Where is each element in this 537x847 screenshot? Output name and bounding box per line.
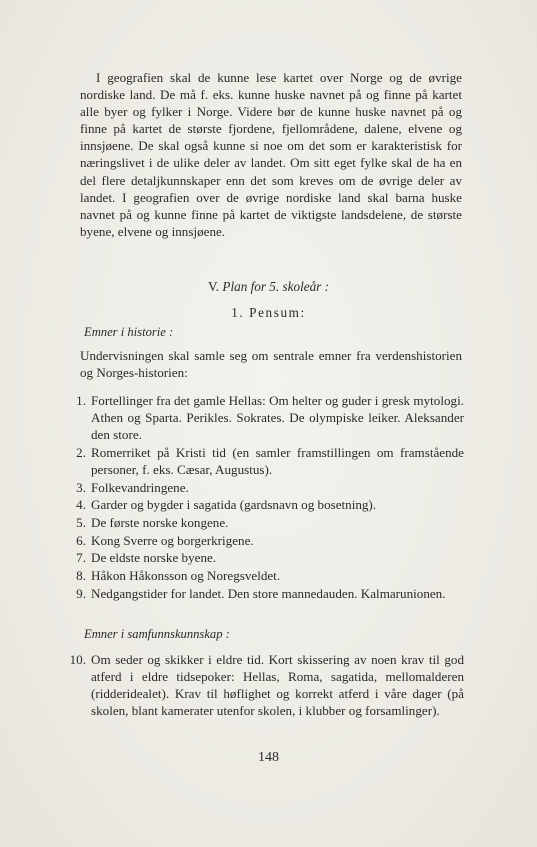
- list-item: [60, 532, 464, 549]
- item-text: Kong Sverre og borgerkrigene.: [91, 532, 254, 548]
- item-number: 2.: [76, 444, 86, 460]
- intro-paragraph: I geografien skal de kunne lese kartet over Norge og de øvrige nordiske land. De må f. eks. kunne huske navnet på og finne på kartet alle byer og fylker i Norge. Videre bør de kunne huske navnet på og finne på kartet de største fjordene, fjellområdene, dalene, elvene og innsjøene. De skal også kunne si noe om det som er karakteristisk for næringslivet i de ulike deler av landet. Om sitt eget fylke skal de ha en del flere detaljkunnskaper enn det som kreves om de øvrige deler av landet. I geografien over de øvrige nordiske land skal barna huske navnet på og kunne finne på kartet de viktigste landsdelene, de største byene, elvene og innsjøene.: [80, 70, 462, 239]
- item-text: De eldste norske byene.: [91, 550, 217, 566]
- item-text: Fortellinger fra det gamle Hellas: Om helter og guder i gresk mytologi. Athen og Sparta. Perikles. Sokrates. De olympiske leiker. Aleksander den store.: [91, 393, 464, 443]
- page-number: 148: [258, 750, 279, 765]
- item-text: Garder og bygder i sagatida (gardsnavn og bosetning).: [91, 497, 377, 513]
- item-number: 9.: [76, 585, 86, 601]
- list-item: [60, 479, 464, 496]
- list-item: [60, 444, 464, 478]
- item-text: Romerriket på Kristi tid (en samler framstillingen om framstående personer, f. eks. Cæsar, Augustus).: [91, 444, 464, 477]
- history-intro: Undervisningen skal samle seg om sentrale emner fra verdenshistorien og Norges-historien:: [80, 348, 462, 381]
- section-number: V.: [207, 279, 220, 294]
- list-item: [60, 514, 464, 531]
- history-topic-list: [60, 392, 464, 602]
- item-number: 7.: [76, 550, 86, 566]
- item-number: 5.: [76, 515, 86, 531]
- subsection-heading: 1. Pensum:: [231, 305, 306, 320]
- social-studies-topic-list: [60, 651, 464, 720]
- item-number: 1.: [76, 393, 86, 408]
- item-number: 10.: [69, 652, 86, 667]
- item-text: Folkevandringene.: [91, 479, 189, 495]
- intro-paragraph-block: [80, 69, 462, 240]
- item-number: 3.: [76, 479, 86, 495]
- social-studies-heading: Emner i samfunnskunnskap :: [84, 627, 230, 641]
- list-item: [60, 549, 464, 566]
- list-item: [60, 651, 464, 719]
- item-text: Håkon Håkonsson og Noregsveldet.: [91, 568, 281, 584]
- item-text: Nedgangstider for landet. Den store mannedauden. Kalmarunionen.: [91, 585, 446, 601]
- item-number: 8.: [76, 568, 86, 584]
- history-intro-block: [80, 347, 462, 381]
- list-item: [60, 567, 464, 584]
- item-number: 4.: [76, 497, 86, 513]
- item-number: 6.: [76, 532, 86, 548]
- section-plan-title: Plan for 5. skoleår :: [222, 279, 329, 294]
- item-text: De første norske kongene.: [91, 515, 229, 531]
- history-heading: Emner i historie :: [84, 325, 174, 339]
- list-item: [60, 392, 464, 443]
- item-text: Om seder og skikker i eldre tid. Kort skissering av noen krav til god atferd i eldre tidsepoker: Hellas, Roma, sagatida, mellomalderen (ridderidealet). Krav til høflighet og korrekt atferd i våre dager (på skolen, blant kamerater utenfor skolen, i klubber og forsamlinger).: [91, 652, 464, 719]
- list-item: [60, 496, 464, 513]
- list-item: [60, 585, 464, 602]
- section-heading: [0, 279, 537, 295]
